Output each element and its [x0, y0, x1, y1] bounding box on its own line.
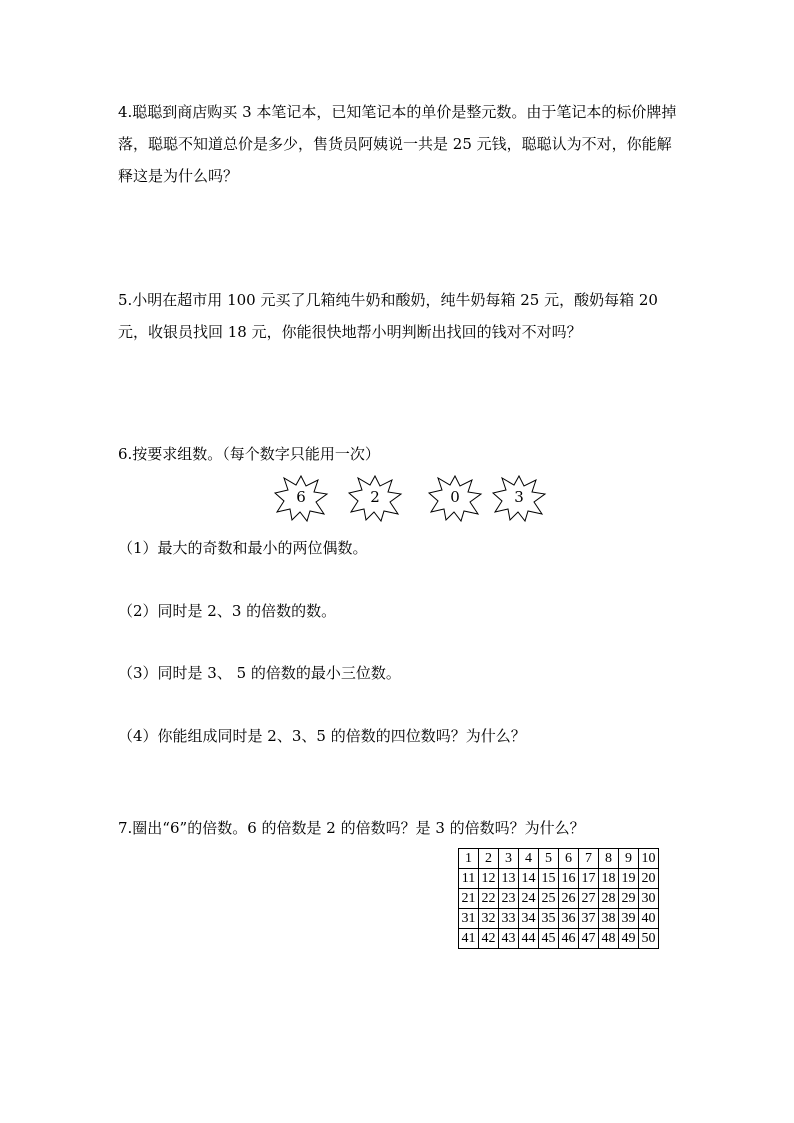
grid-cell[interactable]: 46 [559, 929, 579, 949]
grid-cell[interactable]: 28 [599, 889, 619, 909]
grid-cell[interactable]: 21 [459, 889, 479, 909]
grid-cell[interactable]: 24 [519, 889, 539, 909]
grid-row [459, 929, 659, 949]
grid-cell[interactable]: 8 [599, 849, 619, 869]
grid-row [459, 869, 659, 889]
grid-cell[interactable]: 15 [539, 869, 559, 889]
grid-cell[interactable]: 6 [559, 849, 579, 869]
grid-cell[interactable]: 45 [539, 929, 559, 949]
grid-cell[interactable]: 4 [519, 849, 539, 869]
grid-row [459, 909, 659, 929]
digit-3: 3 [514, 488, 524, 506]
grid-cell[interactable]: 33 [499, 909, 519, 929]
grid-cell[interactable]: 10 [639, 849, 659, 869]
grid-cell[interactable]: 37 [579, 909, 599, 929]
grid-cell[interactable]: 26 [559, 889, 579, 909]
grid-cell[interactable]: 39 [619, 909, 639, 929]
grid-cell[interactable]: 47 [579, 929, 599, 949]
grid-cell[interactable]: 20 [639, 869, 659, 889]
grid-cell[interactable]: 19 [619, 869, 639, 889]
grid-cell[interactable]: 50 [639, 929, 659, 949]
grid-cell[interactable]: 35 [539, 909, 559, 929]
question-4: 4.聪聪到商店购买 3 本笔记本，已知笔记本的单价是整元数。由于笔记本的标价牌掉落，聪聪不知道总价是多少，售货员阿姨说一共是 25 元钱，聪聪认为不对，你能解释这是为什么吗？ [118, 103, 677, 185]
number-grid [458, 848, 659, 949]
grid-cell[interactable]: 3 [499, 849, 519, 869]
grid-cell[interactable]: 48 [599, 929, 619, 949]
leaf-card-3 [492, 474, 546, 522]
grid-cell[interactable]: 40 [639, 909, 659, 929]
grid-cell[interactable]: 34 [519, 909, 539, 929]
grid-cell[interactable]: 49 [619, 929, 639, 949]
grid-cell[interactable]: 23 [499, 889, 519, 909]
grid-cell[interactable]: 2 [479, 849, 499, 869]
question-5: 5.小明在超市用 100 元买了几箱纯牛奶和酸奶，纯牛奶每箱 25 元，酸奶每箱 20 元，收银员找回 18 元，你能很快地帮小明判断出找回的钱对不对吗？ [118, 291, 658, 341]
grid-cell[interactable]: 29 [619, 889, 639, 909]
grid-cell[interactable]: 36 [559, 909, 579, 929]
grid-cell[interactable]: 22 [479, 889, 499, 909]
grid-cell[interactable]: 5 [539, 849, 559, 869]
grid-cell[interactable]: 12 [479, 869, 499, 889]
grid-cell[interactable]: 44 [519, 929, 539, 949]
grid-cell[interactable]: 1 [459, 849, 479, 869]
digit-cards [0, 474, 794, 524]
grid-cell[interactable]: 41 [459, 929, 479, 949]
leaf-card-0 [428, 474, 482, 522]
sub-question-4: （4）你能组成同时是 2、3、5 的倍数的四位数吗？为什么？ [118, 727, 526, 745]
grid-cell[interactable]: 9 [619, 849, 639, 869]
digit-2: 2 [370, 488, 380, 506]
leaf-card-2 [348, 474, 402, 522]
grid-cell[interactable]: 38 [599, 909, 619, 929]
grid-cell[interactable]: 25 [539, 889, 559, 909]
sub-question-2: （2）同时是 2、3 的倍数的数。 [118, 602, 337, 620]
grid-cell[interactable]: 43 [499, 929, 519, 949]
sub-question-3: （3）同时是 3、 5 的倍数的最小三位数。 [118, 664, 401, 682]
grid-cell[interactable]: 13 [499, 869, 519, 889]
grid-cell[interactable]: 14 [519, 869, 539, 889]
grid-cell[interactable]: 42 [479, 929, 499, 949]
grid-cell[interactable]: 18 [599, 869, 619, 889]
digit-6: 6 [296, 488, 306, 506]
grid-row [459, 889, 659, 909]
question-6-title: 6.按要求组数。（每个数字只能用一次） [118, 445, 380, 463]
grid-cell[interactable]: 7 [579, 849, 599, 869]
digit-0: 0 [450, 488, 460, 506]
grid-row [459, 849, 659, 869]
grid-cell[interactable]: 32 [479, 909, 499, 929]
sub-question-1: （1）最大的奇数和最小的两位偶数。 [118, 539, 368, 557]
grid-cell[interactable]: 27 [579, 889, 599, 909]
grid-cell[interactable]: 31 [459, 909, 479, 929]
grid-cell[interactable]: 16 [559, 869, 579, 889]
leaf-card-6 [274, 474, 328, 522]
question-7: 7.圈出“6”的倍数。6 的倍数是 2 的倍数吗？是 3 的倍数吗？为什么？ [118, 819, 585, 837]
grid-cell[interactable]: 30 [639, 889, 659, 909]
grid-cell[interactable]: 11 [459, 869, 479, 889]
grid-cell[interactable]: 17 [579, 869, 599, 889]
